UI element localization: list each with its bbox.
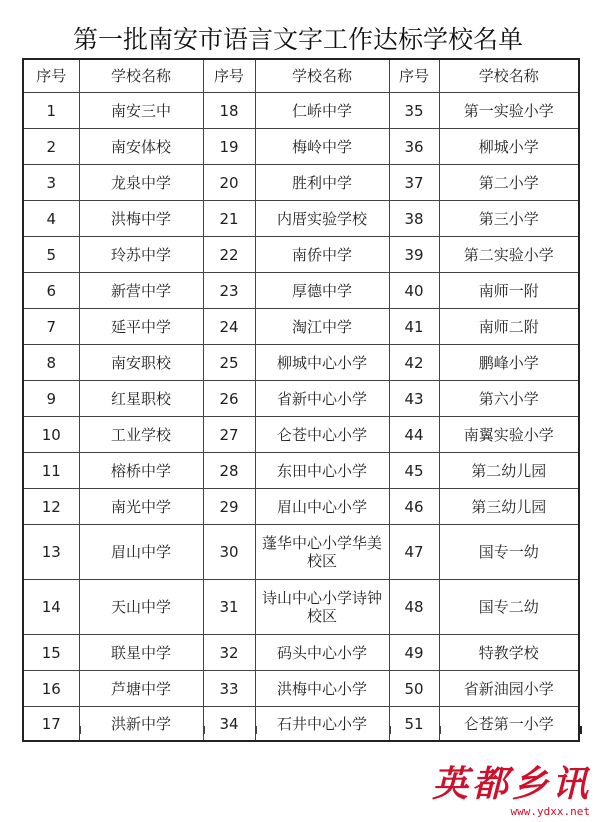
school-name-cell: 南师二附	[439, 309, 579, 345]
row-number-cell: 49	[389, 635, 439, 671]
table-row	[23, 201, 579, 237]
school-name-cell: 仑苍中心小学	[255, 417, 389, 453]
school-name-cell: 仑苍第一小学	[439, 707, 579, 742]
school-name-cell: 眉山中学	[79, 525, 203, 580]
school-name-cell: 第一实验小学	[439, 93, 579, 129]
row-number-cell: 51	[389, 707, 439, 742]
row-number-cell: 31	[203, 580, 255, 635]
row-number-cell: 3	[23, 165, 79, 201]
column-header: 序号	[389, 59, 439, 93]
table-row	[23, 345, 579, 381]
school-name-cell: 仁峤中学	[255, 93, 389, 129]
school-name-cell: 第二实验小学	[439, 237, 579, 273]
school-name-cell: 工业学校	[79, 417, 203, 453]
school-name-cell: 龙泉中学	[79, 165, 203, 201]
school-name-cell: 蓬华中心小学华美校区	[255, 525, 389, 580]
school-name-cell: 南安职校	[79, 345, 203, 381]
row-number-cell: 26	[203, 381, 255, 417]
table-row	[23, 707, 579, 742]
row-number-cell: 22	[203, 237, 255, 273]
school-name-cell: 眉山中心小学	[255, 489, 389, 525]
row-number-cell: 43	[389, 381, 439, 417]
table-row	[23, 453, 579, 489]
school-name-cell: 特教学校	[439, 635, 579, 671]
table-row	[23, 417, 579, 453]
row-number-cell: 18	[203, 93, 255, 129]
school-name-cell: 南师一附	[439, 273, 579, 309]
school-name-cell: 榕桥中学	[79, 453, 203, 489]
row-number-cell: 12	[23, 489, 79, 525]
table-row	[23, 165, 579, 201]
row-number-cell: 1	[23, 93, 79, 129]
table-row	[23, 525, 579, 580]
row-number-cell: 44	[389, 417, 439, 453]
row-number-cell: 27	[203, 417, 255, 453]
row-number-cell: 38	[389, 201, 439, 237]
school-name-cell: 南侨中学	[255, 237, 389, 273]
table-header-row	[23, 59, 579, 93]
school-name-cell: 梅岭中学	[255, 129, 389, 165]
table-row	[23, 489, 579, 525]
row-number-cell: 11	[23, 453, 79, 489]
school-name-cell: 柳城中心小学	[255, 345, 389, 381]
row-number-cell: 29	[203, 489, 255, 525]
table-row	[23, 580, 579, 635]
school-name-cell: 玲苏中学	[79, 237, 203, 273]
school-name-cell: 洪新中学	[79, 707, 203, 742]
school-name-cell: 柳城小学	[439, 129, 579, 165]
row-number-cell: 14	[23, 580, 79, 635]
school-name-cell: 内厝实验学校	[255, 201, 389, 237]
school-name-cell: 第六小学	[439, 381, 579, 417]
row-number-cell: 42	[389, 345, 439, 381]
column-header: 序号	[203, 59, 255, 93]
row-number-cell: 35	[389, 93, 439, 129]
school-name-cell: 芦塘中学	[79, 671, 203, 707]
page-title: 第一批南安市语言文字工作达标学校名单	[72, 25, 523, 54]
column-header: 学校名称	[439, 59, 579, 93]
row-number-cell: 40	[389, 273, 439, 309]
school-name-cell: 南安三中	[79, 93, 203, 129]
row-number-cell: 2	[23, 129, 79, 165]
row-number-cell: 21	[203, 201, 255, 237]
row-number-cell: 16	[23, 671, 79, 707]
school-name-cell: 东田中心小学	[255, 453, 389, 489]
row-number-cell: 46	[389, 489, 439, 525]
row-number-cell: 33	[203, 671, 255, 707]
school-name-cell: 码头中心小学	[255, 635, 389, 671]
school-name-cell: 淘江中学	[255, 309, 389, 345]
school-name-cell: 联星中学	[79, 635, 203, 671]
table-row	[23, 309, 579, 345]
school-name-cell: 国专一幼	[439, 525, 579, 580]
school-list-table	[22, 58, 580, 742]
school-name-cell: 省新油园小学	[439, 671, 579, 707]
row-number-cell: 24	[203, 309, 255, 345]
row-number-cell: 36	[389, 129, 439, 165]
column-header: 学校名称	[79, 59, 203, 93]
school-name-cell: 石井中心小学	[255, 707, 389, 742]
row-number-cell: 25	[203, 345, 255, 381]
row-number-cell: 30	[203, 525, 255, 580]
table-row	[23, 129, 579, 165]
school-name-cell: 天山中学	[79, 580, 203, 635]
row-number-cell: 9	[23, 381, 79, 417]
school-name-cell: 南光中学	[79, 489, 203, 525]
school-name-cell: 红星职校	[79, 381, 203, 417]
school-name-cell: 第二小学	[439, 165, 579, 201]
row-number-cell: 8	[23, 345, 79, 381]
school-name-cell: 第二幼儿园	[439, 453, 579, 489]
row-number-cell: 4	[23, 201, 79, 237]
school-name-cell: 南翼实验小学	[439, 417, 579, 453]
row-number-cell: 19	[203, 129, 255, 165]
row-number-cell: 37	[389, 165, 439, 201]
school-name-cell: 南安体校	[79, 129, 203, 165]
row-number-cell: 41	[389, 309, 439, 345]
school-name-cell: 省新中心小学	[255, 381, 389, 417]
table-row	[23, 671, 579, 707]
row-number-cell: 45	[389, 453, 439, 489]
school-name-cell: 胜利中学	[255, 165, 389, 201]
column-header: 学校名称	[255, 59, 389, 93]
row-number-cell: 20	[203, 165, 255, 201]
table-row	[23, 237, 579, 273]
school-name-cell: 鹏峰小学	[439, 345, 579, 381]
school-name-cell: 厚德中学	[255, 273, 389, 309]
school-name-cell: 洪梅中心小学	[255, 671, 389, 707]
watermark-url: www.ydxx.net	[510, 805, 590, 818]
row-number-cell: 13	[23, 525, 79, 580]
table-row	[23, 635, 579, 671]
row-number-cell: 28	[203, 453, 255, 489]
row-number-cell: 48	[389, 580, 439, 635]
school-name-cell: 第三小学	[439, 201, 579, 237]
school-name-cell: 第三幼儿园	[439, 489, 579, 525]
school-name-cell: 延平中学	[79, 309, 203, 345]
row-number-cell: 5	[23, 237, 79, 273]
school-name-cell: 洪梅中学	[79, 201, 203, 237]
school-name-cell: 新营中学	[79, 273, 203, 309]
watermark-logo: 英都乡讯	[432, 763, 593, 805]
row-number-cell: 34	[203, 707, 255, 742]
row-number-cell: 10	[23, 417, 79, 453]
table-row	[23, 381, 579, 417]
row-number-cell: 15	[23, 635, 79, 671]
row-number-cell: 7	[23, 309, 79, 345]
column-header: 序号	[23, 59, 79, 93]
row-number-cell: 50	[389, 671, 439, 707]
table-row	[23, 93, 579, 129]
row-number-cell: 23	[203, 273, 255, 309]
table-cutoff-edge	[22, 726, 582, 734]
row-number-cell: 6	[23, 273, 79, 309]
school-name-cell: 国专二幼	[439, 580, 579, 635]
row-number-cell: 32	[203, 635, 255, 671]
row-number-cell: 17	[23, 707, 79, 742]
table-row	[23, 273, 579, 309]
row-number-cell: 47	[389, 525, 439, 580]
school-name-cell: 诗山中心小学诗钟校区	[255, 580, 389, 635]
row-number-cell: 39	[389, 237, 439, 273]
